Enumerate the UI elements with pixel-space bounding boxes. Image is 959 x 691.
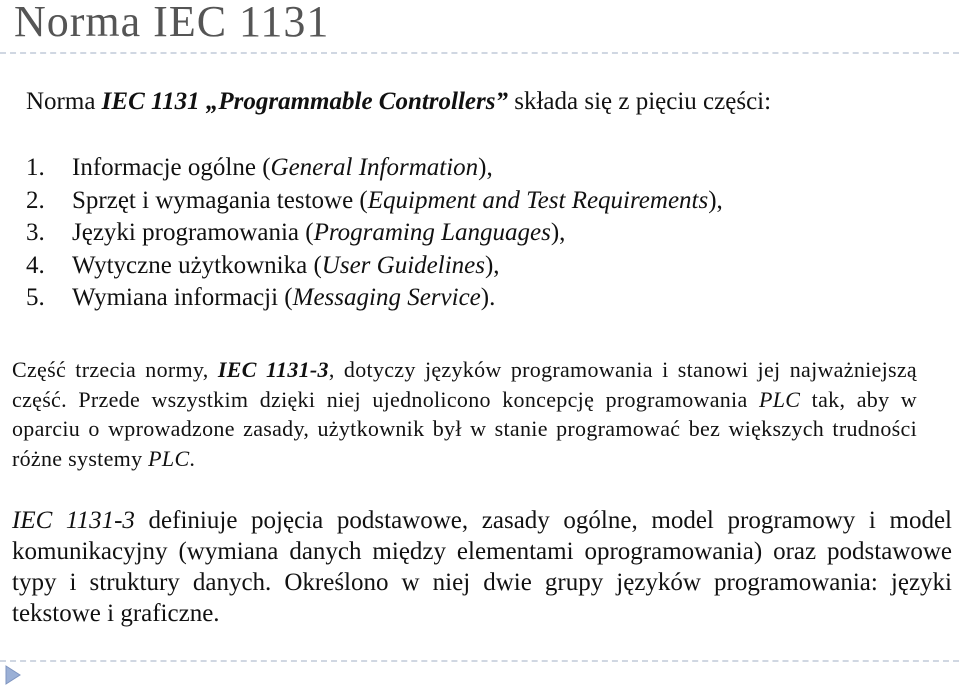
paragraph-definitions bbox=[12, 505, 952, 629]
para1-text-b: , dotyczy języków programowania i stanowi jej najważniejszą część. Przede wszystkim dzięki niej ujednolicono koncepcję programowania bbox=[12, 357, 917, 412]
intro-sentence bbox=[26, 88, 953, 116]
standard-name: IEC 1131 „Programmable Controllers” bbox=[101, 88, 508, 115]
item-end: ), bbox=[478, 154, 493, 181]
para1-plc: PLC bbox=[758, 386, 801, 412]
para1-text-c: tak, aby w oparciu o wprowadzone zasady, użytkownik był w stanie programować bez większych trudności różne systemy bbox=[12, 386, 917, 471]
list-item bbox=[26, 250, 723, 283]
item-number: 4. bbox=[26, 251, 45, 279]
paragraph-iec-1131-3 bbox=[12, 355, 917, 473]
para2-text: definiuje pojęcia podstawowe, zasady ogólne, model programowy i model komunikacyjny (wymiana danych między elementami oprogramowania) oraz podstawowe typy i struktury danych. Określono w niej dwie grupy języków programowania: języki tekstowe i graficzne. bbox=[12, 507, 952, 627]
triangle-bullet-icon bbox=[4, 664, 22, 686]
para2-standard: IEC 1131-3 bbox=[12, 507, 135, 534]
item-english: General Information bbox=[270, 154, 479, 181]
item-number: 1. bbox=[26, 154, 45, 181]
item-number: 3. bbox=[26, 219, 45, 246]
list-item bbox=[26, 152, 723, 185]
parts-list bbox=[26, 152, 723, 315]
list-item bbox=[26, 282, 723, 315]
item-end: ), bbox=[708, 186, 723, 214]
item-english: User Guidelines bbox=[321, 251, 485, 279]
item-polish: Sprzęt i wymagania testowe ( bbox=[72, 186, 368, 214]
slide-title: Norma IEC 1131 bbox=[14, 0, 330, 46]
footer-divider bbox=[0, 660, 959, 662]
list-item bbox=[26, 217, 723, 250]
item-english: Equipment and Test Requirements bbox=[367, 186, 709, 214]
para1-standard: IEC 1131-3 bbox=[217, 357, 329, 382]
item-end: ). bbox=[480, 284, 496, 311]
item-english: Programing Languages bbox=[313, 219, 551, 246]
item-number: 2. bbox=[26, 186, 45, 214]
intro-suffix: składa się z pięciu części: bbox=[507, 88, 772, 115]
item-polish: Wymiana informacji ( bbox=[72, 284, 293, 311]
item-polish: Wytyczne użytkownika ( bbox=[72, 251, 322, 279]
para1-plc-2: PLC bbox=[148, 445, 190, 471]
item-polish: Informacje ogólne ( bbox=[72, 154, 271, 181]
para1-text-a: Część trzecia normy, bbox=[12, 357, 218, 382]
para1-text-d: . bbox=[189, 445, 196, 471]
title-divider bbox=[0, 52, 959, 54]
item-end: ), bbox=[550, 219, 566, 246]
item-english: Messaging Service bbox=[292, 284, 481, 311]
item-polish: Języki programowania ( bbox=[72, 219, 314, 246]
item-number: 5. bbox=[26, 284, 45, 311]
intro-prefix: Norma bbox=[26, 88, 102, 115]
item-end: ), bbox=[484, 251, 500, 279]
list-item bbox=[26, 185, 723, 218]
